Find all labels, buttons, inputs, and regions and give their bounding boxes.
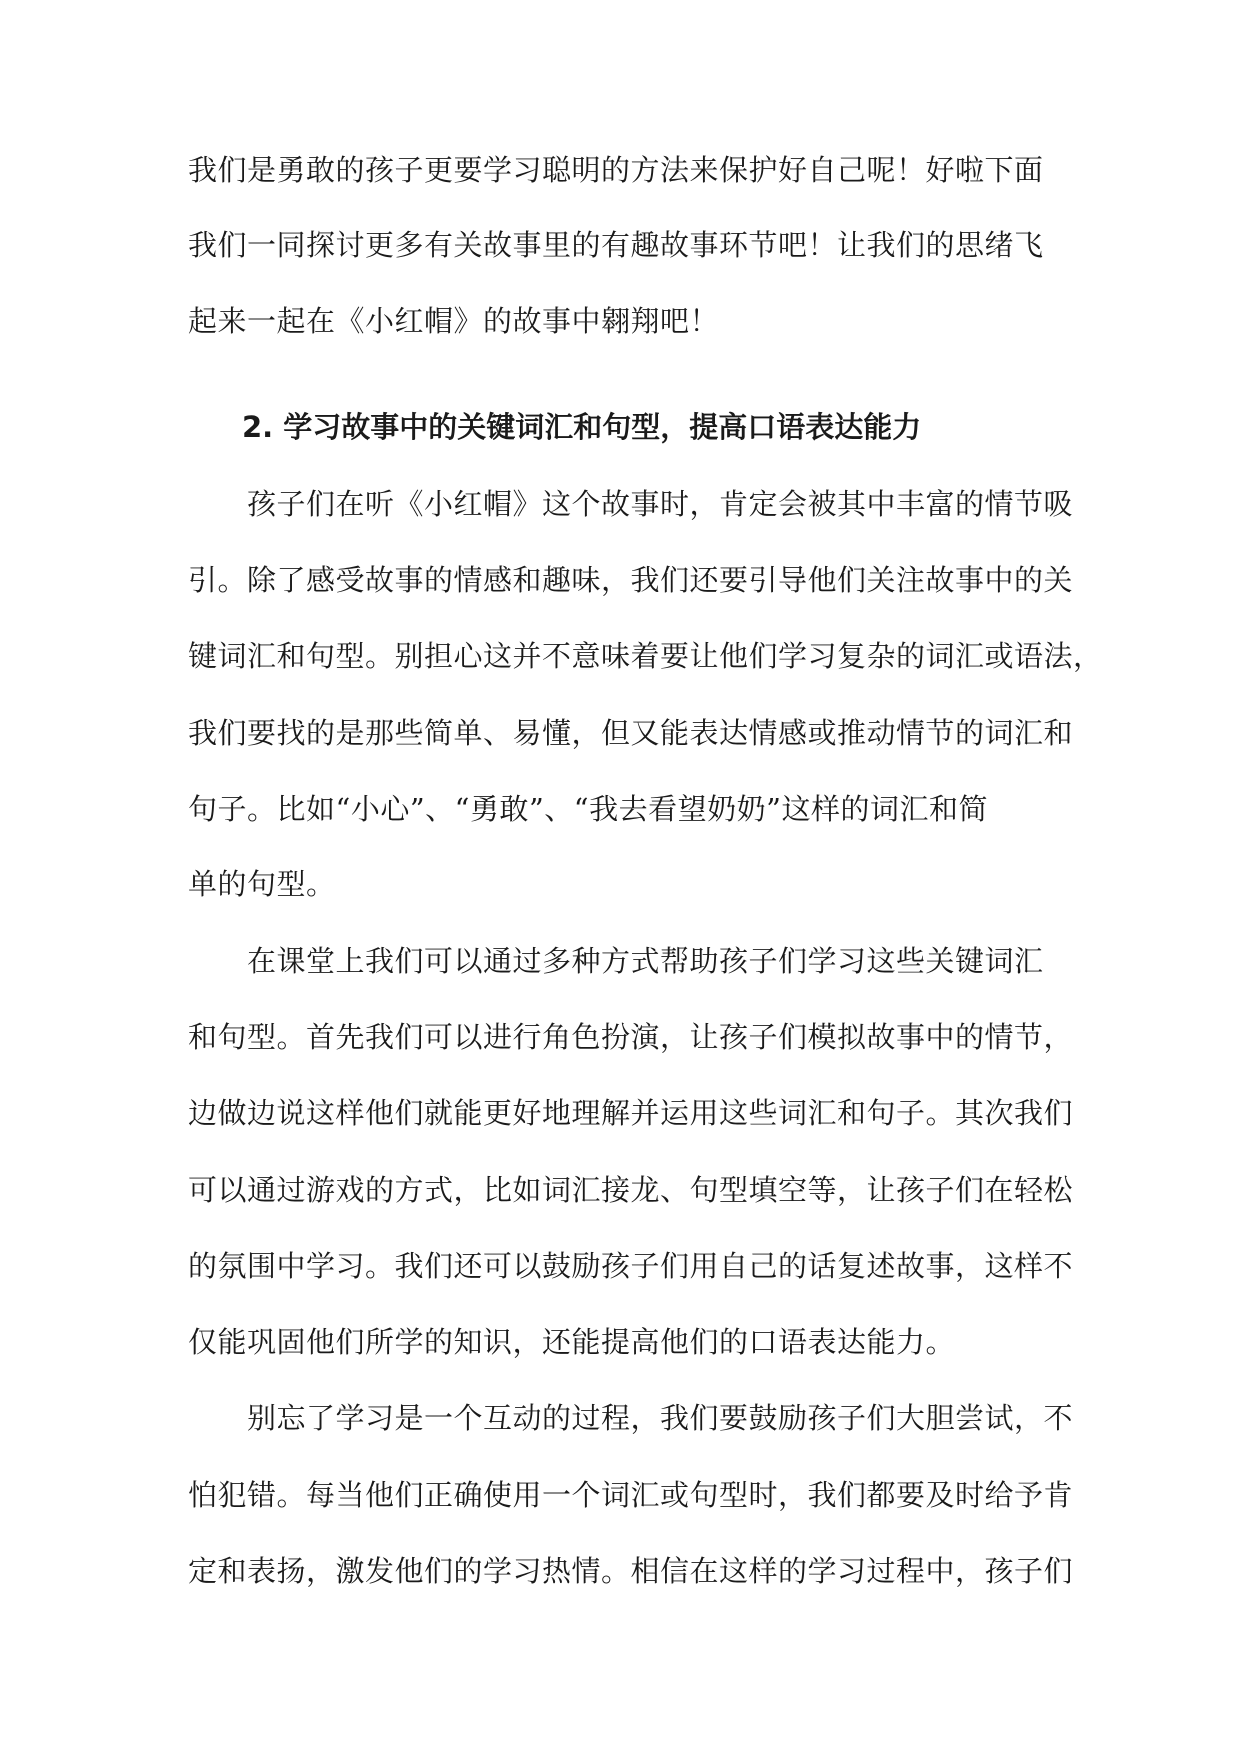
paragraph-2-line-4: 可以通过游戏的方式，比如词汇接龙、句型填空等，让孩子们在轻松 bbox=[188, 1173, 1074, 1207]
paragraph-2-line-1: 在课堂上我们可以通过多种方式帮助孩子们学习这些关键词汇 bbox=[247, 944, 1044, 978]
intro-line-2: 我们一同探讨更多有关故事里的有趣故事环节吧！让我们的思绪飞 bbox=[188, 228, 1044, 262]
paragraph-2-line-3: 边做边说这样他们就能更好地理解并运用这些词汇和句子。其次我们 bbox=[188, 1096, 1074, 1130]
paragraph-1-line-3: 键词汇和句型。别担心这并不意味着要让他们学习复杂的词汇或语法， bbox=[188, 639, 1103, 673]
paragraph-2-line-6: 仅能巩固他们所学的知识，还能提高他们的口语表达能力。 bbox=[188, 1325, 956, 1359]
paragraph-2-line-5: 的氛围中学习。我们还可以鼓励孩子们用自己的话复述故事，这样不 bbox=[188, 1249, 1074, 1283]
paragraph-2-line-2: 和句型。首先我们可以进行角色扮演，让孩子们模拟故事中的情节， bbox=[188, 1020, 1074, 1054]
paragraph-3-line-1: 别忘了学习是一个互动的过程，我们要鼓励孩子们大胆尝试，不 bbox=[247, 1401, 1074, 1435]
paragraph-1-line-2: 引。除了感受故事的情感和趣味，我们还要引导他们关注故事中的关 bbox=[188, 563, 1074, 597]
section-heading: 2. 学习故事中的关键词汇和句型，提高口语表达能力 bbox=[242, 410, 922, 444]
paragraph-1-line-5: 句子。比如“小心”、“勇敢”、“我去看望奶奶”这样的词汇和简 bbox=[188, 792, 988, 826]
paragraph-1-line-1: 孩子们在听《小红帽》这个故事时，肯定会被其中丰富的情节吸 bbox=[247, 487, 1074, 521]
paragraph-1-line-6: 单的句型。 bbox=[188, 867, 336, 901]
intro-line-3: 起来一起在《小红帽》的故事中翱翔吧！ bbox=[188, 304, 720, 338]
intro-line-1: 我们是勇敢的孩子更要学习聪明的方法来保护好自己呢！好啦下面 bbox=[188, 153, 1044, 187]
paragraph-3-line-2: 怕犯错。每当他们正确使用一个词汇或句型时，我们都要及时给予肯 bbox=[188, 1478, 1074, 1512]
paragraph-1-line-4: 我们要找的是那些简单、易懂，但又能表达情感或推动情节的词汇和 bbox=[188, 716, 1074, 750]
paragraph-3-line-3: 定和表扬，激发他们的学习热情。相信在这样的学习过程中，孩子们 bbox=[188, 1554, 1074, 1588]
